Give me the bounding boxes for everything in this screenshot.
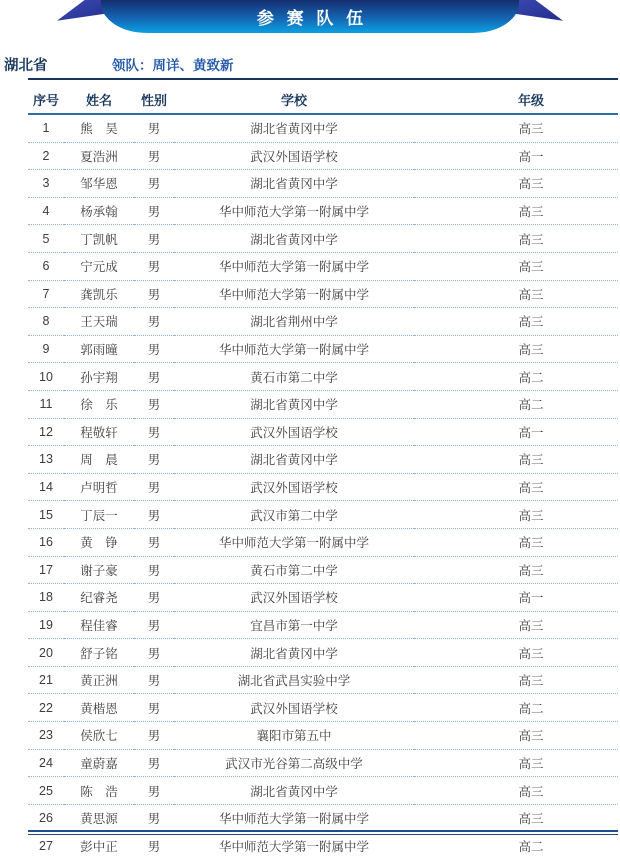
table-row (28, 722, 618, 750)
table-row (28, 114, 618, 142)
cell-serial: 16 (28, 528, 64, 556)
cell-name: 侯欣七 (64, 722, 134, 750)
cell-name: 谢子豪 (64, 556, 134, 584)
cell-grade: 高三 (414, 308, 618, 336)
cell-grade: 高三 (414, 666, 618, 694)
cell-gender: 男 (134, 639, 174, 667)
cell-grade: 高二 (414, 390, 618, 418)
cell-school: 武汉外国语学校 (174, 694, 414, 722)
cell-serial: 27 (39, 838, 53, 853)
cell-name: 黄思源 (64, 804, 134, 832)
cell-gender: 男 (134, 142, 174, 170)
cell-name: 杨承翰 (64, 197, 134, 225)
cell-name: 彭中正 (80, 839, 118, 854)
cell-grade: 高一 (414, 142, 618, 170)
cell-name: 丁凯帆 (64, 225, 134, 253)
cell-grade: 高二 (414, 363, 618, 391)
table-row (28, 639, 618, 667)
cell-serial: 19 (28, 611, 64, 639)
cell-name: 童蔚嘉 (64, 749, 134, 777)
cell-grade: 高三 (414, 777, 618, 805)
cell-grade: 高三 (414, 446, 618, 474)
cell-serial: 21 (28, 666, 64, 694)
cell-grade: 高三 (414, 335, 618, 363)
table-row (28, 584, 618, 612)
cell-grade: 高三 (414, 501, 618, 529)
table-body (28, 114, 618, 859)
page-title: 参 赛 队 伍 (256, 9, 368, 28)
col-header-gender: 性别 (134, 86, 174, 114)
col-header-name: 姓名 (64, 86, 134, 114)
cell-grade: 高三 (414, 114, 618, 142)
title-banner (57, 0, 563, 36)
cell-gender: 男 (134, 446, 174, 474)
cell-serial: 26 (28, 804, 64, 832)
cell-serial: 15 (28, 501, 64, 529)
cell-grade: 高三 (414, 804, 618, 832)
cell-name: 黄楷恩 (64, 694, 134, 722)
cell-gender: 男 (134, 418, 174, 446)
cell-school: 华中师范大学第一附属中学 (174, 804, 414, 832)
cell-grade: 高一 (414, 584, 618, 612)
cell-name: 丁辰一 (64, 501, 134, 529)
team-leaders: 领队：周详、黄致新 (112, 58, 234, 73)
cell-school: 武汉外国语学校 (174, 142, 414, 170)
cell-name: 程敬轩 (64, 418, 134, 446)
cell-school: 武汉外国语学校 (174, 473, 414, 501)
cell-school: 湖北省黄冈中学 (174, 170, 414, 198)
cell-serial: 12 (28, 418, 64, 446)
cell-name: 夏浩洲 (64, 142, 134, 170)
roster-table (28, 86, 618, 859)
cell-gender: 男 (134, 280, 174, 308)
cell-grade: 高三 (414, 556, 618, 584)
table-row (28, 418, 618, 446)
cell-school: 武汉市光谷第二高级中学 (174, 749, 414, 777)
cell-school: 湖北省黄冈中学 (174, 446, 414, 474)
cell-name: 龚凯乐 (64, 280, 134, 308)
cell-gender: 男 (134, 611, 174, 639)
cell-serial: 11 (28, 390, 64, 418)
cell-grade: 高三 (414, 170, 618, 198)
cell-name: 卢明哲 (64, 473, 134, 501)
cell-name: 纪睿尧 (64, 584, 134, 612)
cell-gender: 男 (134, 777, 174, 805)
cell-serial: 7 (28, 280, 64, 308)
cell-name: 邹华恩 (64, 170, 134, 198)
cell-name: 舒子铭 (64, 639, 134, 667)
cell-name: 徐 乐 (64, 390, 134, 418)
table-row (28, 749, 618, 777)
cell-school: 宜昌市第一中学 (174, 611, 414, 639)
cell-gender: 男 (134, 501, 174, 529)
cell-name: 周 晨 (64, 446, 134, 474)
cell-grade: 高三 (414, 280, 618, 308)
cell-grade: 高三 (414, 639, 618, 667)
table-header (28, 86, 618, 114)
cell-grade: 高三 (414, 225, 618, 253)
table-row (28, 225, 618, 253)
cell-serial: 14 (28, 473, 64, 501)
cell-serial: 10 (28, 363, 64, 391)
table-row (28, 142, 618, 170)
cell-gender: 男 (134, 363, 174, 391)
table-row (28, 666, 618, 694)
cell-school: 武汉外国语学校 (174, 584, 414, 612)
ribbon-body (101, 0, 519, 33)
cell-name: 孙宇翔 (64, 363, 134, 391)
cell-serial: 8 (28, 308, 64, 336)
cell-serial: 6 (28, 252, 64, 280)
cell-name: 熊 昊 (64, 114, 134, 142)
cell-gender: 男 (134, 390, 174, 418)
table-row (28, 777, 618, 805)
cell-school: 华中师范大学第一附属中学 (174, 335, 414, 363)
table-row (28, 501, 618, 529)
table-row (28, 473, 618, 501)
table-row (28, 446, 618, 474)
table-row (28, 611, 618, 639)
cell-serial: 4 (28, 197, 64, 225)
cell-serial: 13 (28, 446, 64, 474)
cell-gender: 男 (134, 528, 174, 556)
cell-serial: 2 (28, 142, 64, 170)
cell-grade: 高三 (414, 611, 618, 639)
cell-school: 湖北省黄冈中学 (174, 225, 414, 253)
cell-gender: 男 (134, 694, 174, 722)
cell-name: 王天瑞 (64, 308, 134, 336)
col-header-grade: 年级 (414, 86, 618, 114)
cell-serial: 3 (28, 170, 64, 198)
header-row (28, 86, 618, 114)
cell-school: 武汉市第二中学 (174, 501, 414, 529)
table-row (28, 280, 618, 308)
cell-serial: 23 (28, 722, 64, 750)
cell-grade: 高三 (414, 722, 618, 750)
cell-school: 华中师范大学第一附属中学 (174, 528, 414, 556)
table-row (28, 832, 618, 859)
cell-school: 华中师范大学第一附属中学 (174, 197, 414, 225)
col-header-serial: 序号 (28, 86, 64, 114)
divider-thick (28, 78, 618, 80)
cell-gender: 男 (134, 335, 174, 363)
cell-school: 华中师范大学第一附属中学 (174, 252, 414, 280)
cell-school: 襄阳市第五中 (174, 722, 414, 750)
cell-serial: 1 (28, 114, 64, 142)
cell-gender: 男 (134, 252, 174, 280)
table-row (28, 170, 618, 198)
table-row (28, 335, 618, 363)
table-row (28, 252, 618, 280)
cell-gender: 男 (134, 804, 174, 832)
table-row (28, 694, 618, 722)
cell-gender: 男 (134, 749, 174, 777)
cell-serial: 9 (28, 335, 64, 363)
cell-grade: 高一 (414, 418, 618, 446)
table-row (28, 363, 618, 391)
cell-grade: 高三 (414, 252, 618, 280)
cell-school: 武汉外国语学校 (174, 418, 414, 446)
cell-serial: 25 (28, 777, 64, 805)
cell-gender: 男 (134, 114, 174, 142)
cell-grade: 高三 (414, 197, 618, 225)
cell-grade: 高三 (414, 473, 618, 501)
table-row (28, 528, 618, 556)
cell-name: 宁元成 (64, 252, 134, 280)
cell-gender: 男 (134, 473, 174, 501)
cell-gender: 男 (134, 197, 174, 225)
cell-school: 湖北省黄冈中学 (174, 114, 414, 142)
cell-school: 湖北省黄冈中学 (174, 777, 414, 805)
cell-gender: 男 (134, 584, 174, 612)
cell-grade: 高二 (414, 694, 618, 722)
table-row (28, 308, 618, 336)
cell-serial: 18 (28, 584, 64, 612)
cell-serial: 5 (28, 225, 64, 253)
cell-school: 湖北省荆州中学 (174, 308, 414, 336)
table-row (28, 804, 618, 832)
cell-grade: 高三 (414, 528, 618, 556)
col-header-school: 学校 (174, 86, 414, 114)
cell-school: 华中师范大学第一附属中学 (174, 280, 414, 308)
cell-grade: 高三 (414, 749, 618, 777)
cell-name: 程佳睿 (64, 611, 134, 639)
cell-school: 湖北省武昌实验中学 (174, 666, 414, 694)
province-name: 湖北省 (4, 58, 48, 74)
cell-name: 黄 铮 (64, 528, 134, 556)
cell-school: 黄石市第二中学 (174, 556, 414, 584)
cell-gender: 男 (134, 556, 174, 584)
cell-gender: 男 (134, 225, 174, 253)
cell-school: 湖北省黄冈中学 (174, 639, 414, 667)
cell-gender: 男 (134, 666, 174, 694)
cell-name: 黄正洲 (64, 666, 134, 694)
cell-gender: 男 (134, 170, 174, 198)
table-row (28, 556, 618, 584)
cell-school: 湖北省黄冈中学 (174, 390, 414, 418)
cell-serial: 22 (28, 694, 64, 722)
cell-gender: 男 (134, 722, 174, 750)
table-bottom-border (28, 830, 618, 835)
cell-school: 黄石市第二中学 (174, 363, 414, 391)
cell-serial: 24 (28, 749, 64, 777)
cell-grade: 高二 (518, 839, 544, 854)
cell-serial: 20 (28, 639, 64, 667)
cell-gender: 男 (134, 308, 174, 336)
cell-gender: 男 (147, 839, 161, 854)
table-row (28, 197, 618, 225)
cell-serial: 17 (28, 556, 64, 584)
table-row (28, 390, 618, 418)
cell-school: 华中师范大学第一附属中学 (218, 839, 369, 854)
province-row (0, 54, 620, 76)
cell-name: 陈 浩 (64, 777, 134, 805)
cell-name: 郭雨曈 (64, 335, 134, 363)
